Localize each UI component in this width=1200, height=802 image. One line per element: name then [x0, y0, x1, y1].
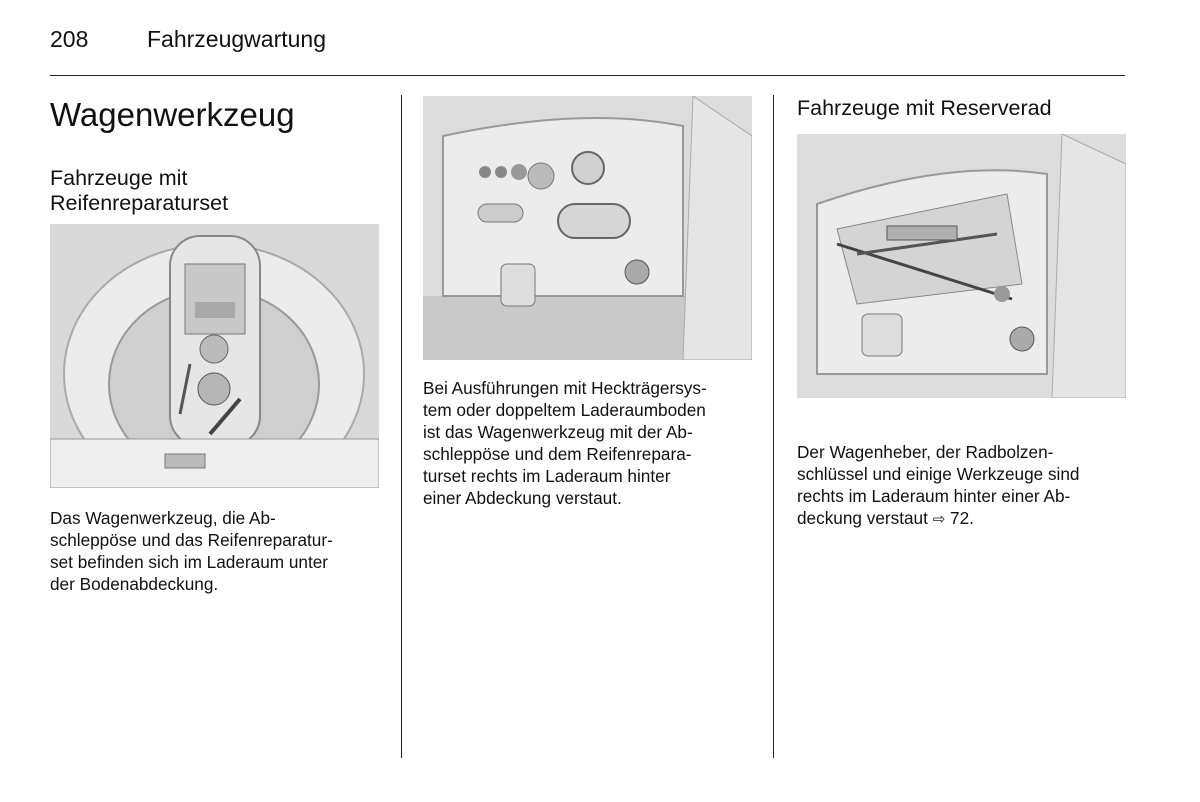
paragraph-1-line-3: set befinden sich im Laderaum unter	[50, 552, 329, 572]
page-number: 208	[50, 26, 89, 52]
spare-wheel-heading: Fahrzeuge mit Reserverad	[797, 96, 1052, 120]
column-2-body	[423, 377, 753, 509]
paragraph-3-line-1: Der Wagenheber, der Radbolzen-	[797, 442, 1054, 462]
column-3-body	[797, 441, 1127, 531]
paragraph-1-line-1: Das Wagenwerkzeug, die Ab-	[50, 508, 276, 528]
page-heading: Wagenwerkzeug	[50, 96, 295, 133]
subheading-line-1: Fahrzeuge mit	[50, 166, 188, 190]
column-divider-1	[401, 95, 402, 758]
paragraph-2-line-5: turset rechts im Laderaum hinter	[423, 466, 671, 486]
paragraph-2-line-3: ist das Wagenwerkzeug mit der Ab-	[423, 422, 693, 442]
paragraph-1-line-4: der Bodenabdeckung.	[50, 574, 219, 594]
column-1-body	[50, 507, 380, 595]
paragraph-3-line-4	[797, 507, 1127, 531]
cross-reference-page[interactable]: 72.	[950, 508, 974, 528]
subheading-line-2: Reifenreparaturset	[50, 191, 229, 215]
illustration-jack-compartment	[797, 134, 1126, 398]
paragraph-3-line-2: schlüssel und einige Werkzeuge sind	[797, 464, 1080, 484]
section-title: Fahrzeugwartung	[147, 26, 326, 52]
paragraph-2-line-4: schleppöse und dem Reifenrepara-	[423, 444, 692, 464]
page-header	[50, 26, 326, 53]
illustration-spare-well	[50, 224, 379, 488]
cross-reference-arrow-icon: ⇨	[932, 511, 946, 528]
illustration-side-cover-repair-kit	[423, 96, 752, 360]
paragraph-3-line-3: rechts im Laderaum hinter einer Ab-	[797, 486, 1071, 506]
column-1	[50, 90, 380, 216]
paragraph-2-line-6: einer Abdeckung verstaut.	[423, 488, 622, 508]
column-3-heading-wrap	[797, 96, 1127, 121]
paragraph-1-line-2: schleppöse und das Reifenreparatur-	[50, 530, 333, 550]
header-divider	[50, 75, 1125, 76]
paragraph-3-line-4-text: deckung verstaut	[797, 508, 928, 528]
paragraph-2-line-1: Bei Ausführungen mit Heckträgersys-	[423, 378, 707, 398]
paragraph-2-line-2: tem oder doppeltem Laderaumboden	[423, 400, 706, 420]
column-divider-2	[773, 95, 774, 758]
subheading	[50, 166, 380, 216]
